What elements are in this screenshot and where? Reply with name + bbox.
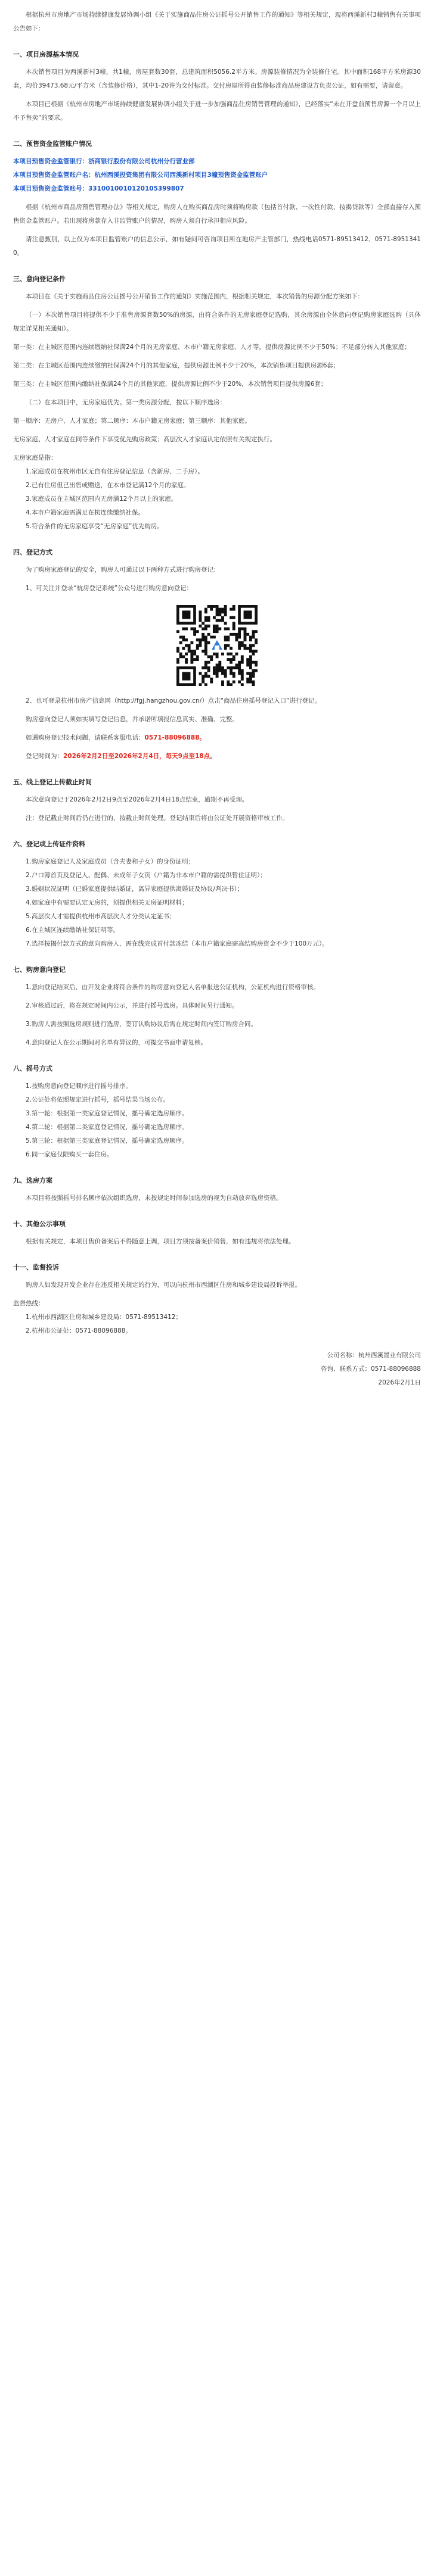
list-item: 2.公证处将依照规定进行摇号，摇号结果当场公布。 [26,1096,170,1103]
list-item: 1.按购房意向登记顺序进行摇号排序。 [26,1083,132,1090]
list-item: 3.婚姻状况证明（已婚家庭提供结婚证，离异家庭提供离婚证及协议/判决书）； [26,885,244,893]
registration-time: 2026年2月2日至2026年2月4日，每天9点至18点。 [63,753,216,760]
section-escrow-account [13,137,421,260]
company-name: 公司名称：杭州西溪置业有限公司 [327,1352,421,1359]
section-title: 四、登记方式 [13,548,52,556]
list-item: 4.如家庭中有需要认定无房的，须提供相关无房证明材料； [26,899,188,906]
list-item: 4.第二轮：根据第二类家庭登记情况，摇号确定选房顺序。 [26,1124,188,1131]
section-registration-method [13,545,421,763]
paragraph: 本次意向登记于2026年2月2日9点至2026年2月4日18点结束，逾期不再受理。 [26,796,249,803]
section-intent-registration [13,963,421,1050]
paragraph: 本项目已根据《杭州市房地产市场持续健康发展协调小组关于进一步加强商品住房销售管理的通知》，已经落实“未在开盘前预售房源一个月以上不予售卖”的要求。 [13,101,421,121]
section-other [13,1217,421,1249]
support-line [13,731,421,745]
section-documents [13,837,421,951]
paragraph: （二）在本项目中，无房家庭优先。第一类房源分配，按以下顺序选房： [26,399,226,406]
paragraph: 本次销售项目为西溪新村3幢，共1幢，房屋套数30套，总建筑面积5056.2平方米。房源装修情况为全装修住宅。其中面积168平方米房源30套，均价39473.68元/平方米（含装修价格），其中1-20许为交付标准。交付房屋所得由装修标准商品房建设方负责公证，如有需要，请留意。 [13,68,421,89]
section-supervision [13,1261,421,1338]
section-selection [13,1174,421,1205]
list-item: 1.家庭成员在杭州市区无自有住房登记信息（含新房、二手房）。 [26,468,204,475]
escrow-bank: 本项目预售资金监管银行：浙商银行股份有限公司杭州分行营业部 [13,158,195,165]
contact-info: 咨询、联系方式：0571-88096888 [321,1365,421,1373]
list-item: 5.高层次人才需提供杭州市高层次人才分类认定证书； [26,913,176,920]
list-item: 6.同一家庭仅限购买一套住房。 [26,1151,113,1158]
qr-code-image[interactable] [176,605,258,686]
section-title: 五、线上登记上传截止时间 [13,778,92,786]
list-item: 5.符合条件的无房家庭享受“无房家庭”优先购房。 [26,523,163,530]
list-item: 4.本市户籍家庭需满足在杭连续缴纳社保。 [26,509,145,516]
support-label: 如遇购房登记技术问题，请联系客服电话： [26,734,145,741]
list-item: 2.户口簿首页及登记人、配偶、未成年子女页（户籍为非本市户籍的需提供暂住证明）； [26,872,266,879]
paragraph: 无房家庭、人才家庭在同等条件下享受优先购房政策；高层次人才家庭认定依照有关规定执行。 [13,436,276,443]
list-item: 1.购房家庭登记人及家庭成员（含夫妻和子女）的身份证明； [26,858,195,865]
list-item: 5.第三轮：根据第三类家庭登记情况，摇号确定选房顺序。 [26,1137,188,1144]
paragraph: 购房意向登记人须如实填写登记信息，并承诺所填报信息真实、准确、完整。 [26,716,238,723]
paragraph: 根据有关规定，本项目售价备案后不得随意上调，项目方须按备案价销售，如有违规将依法处理。 [26,1238,295,1245]
paragraph: 1.意向登记结束后，由开发企业将符合条件的购房意向登记人名单报送公证机构，公证机构进行资格审核。 [26,984,320,991]
paragraph: 4.意向登记人在公示期间对名单有异议的，可提交书面申请复核。 [26,1039,207,1046]
paragraph: 本项目在《关于实施商品住房公证摇号公开销售工作的通知》实施范围内，根据相关规定，本次销售的房源分配方案如下： [26,293,364,300]
paragraph: 第二类：在主城区范围内连续缴纳社保满24个月的其他家庭，提供房源比例不少于20%，本次销售项目提供房源6套； [13,362,340,369]
section-title: 七、购房意向登记 [13,966,66,974]
paragraph: 无房家庭是指： [13,454,57,461]
paragraph: 1、可关注并登录“杭房登记系统”公众号进行购房意向登记： [26,585,193,592]
paragraph: 3.购房人需按照选房规则进行选房，签订认购协议后需在规定时间内签订购房合同。 [26,1021,258,1028]
time-label: 登记时间为： [26,753,63,760]
paragraph: 注：登记截止时间后仍在进行的，按截止时间处理。登记结束后将由公证处开展资格审核工作。 [26,815,289,822]
qr-code-container [13,605,421,686]
section-project-info [13,48,421,125]
paragraph: 第三类：在主城区范围内缴纳社保满24个月的其他家庭，提供房源比例不少于20%，本次销售项目提供房源6套； [13,381,327,388]
list-item: 3.家庭成员在主城区范围内无房满12个月以上的家庭。 [26,495,178,503]
section-title: 一、项目房源基本情况 [13,51,79,58]
paragraph: （一）本次销售项目将提供不少于准售房源套数50%的房源，由符合条件的无房家庭登记选购，其余房源由全体意向登记购房家庭选购（具体规定详见相关通知）。 [13,311,421,332]
section-title: 九、选房方案 [13,1177,52,1184]
issue-date: 2026年2月1日 [378,1379,421,1386]
section-title: 八、摇号方式 [13,1065,52,1072]
escrow-account-name: 本项目预售资金监管账户名：杭州西溪投资集团有限公司西溪新村项目3幢预售资金监管账户 [13,171,268,179]
paragraph: 2、也可登录杭州市房产信息网（http://fgj.hangzhou.gov.cn/）点击“商品住房摇号登记入口”进行登记。 [26,697,321,704]
list-item: 6.在主城区连续缴纳社保证明等。 [26,927,120,934]
support-phone[interactable]: 0571-88096888。 [144,734,206,741]
section-title: 十、其他公示事项 [13,1220,66,1228]
paragraph: 第一顺序：无房户、人才家庭；第二顺序：本市户籍无房家庭；第三顺序：其他家庭。 [13,417,251,425]
paragraph: 为了购房家庭登记的安全，购房人可通过以下两种方式进行购房登记： [26,566,220,573]
list-item: 7.选择按揭付款方式的意向购房人，需在线完成首付款冻结（本市户籍家庭需冻结购房资金不少于100万元）。 [26,940,328,947]
signature-block [13,1349,421,1390]
paragraph: 本项目将按照摇号排名顺序依次组织选房，未按规定时间参加选房的视为自动放弃选房资格。 [26,1195,283,1202]
paragraph: 购房人如发现开发企业存在违反相关规定的行为，可以向杭州市西湖区住房和城乡建设局投诉举报。 [26,1281,301,1289]
section-title: 六、登记或上传证件资料 [13,840,85,848]
section-title: 二、预售资金监管账户情况 [13,140,92,148]
list-item: 3.第一轮：根据第一类家庭登记情况，摇号确定选房顺序。 [26,1110,188,1117]
hotline-label: 监督热线： [13,1300,45,1307]
escrow-account-number: 本项目预售资金监管账号：3310010010120105399807 [13,185,184,192]
section-title: 三、意向登记条件 [13,275,66,283]
section-deadline [13,775,421,825]
list-item: 1.杭州市西湖区住房和城乡建设局：0571-89513412； [26,1314,182,1321]
registration-time-line [13,750,421,763]
intro-paragraph: 根据杭州市房地产市场持续健康发展协调小组《关于实施商品住房公证摇号公开销售工作的通知》等相关规定，现将西溪新村3幢销售有关事项公告如下： [13,11,421,32]
paragraph: 2.审核通过后，将在规定时间内公示，并进行摇号选房。具体时间另行通知。 [26,1002,238,1009]
list-item: 2.已有住房但已出售或赠送，在本市登记满12个月的家庭。 [26,482,190,489]
paragraph: 请注意甄别，以上仅为本项目监管账户的信息公示，如有疑问可咨询项目所在地房产主管部门，热线电话0571-89513412、0571-89513410。 [13,236,421,257]
section-eligibility [13,272,421,534]
qr-code-graphic [176,605,258,686]
paragraph: 第一类：在主城区范围内连续缴纳社保满24个月的无房家庭、本市户籍无房家庭、人才等，提供房源比例不少于50%；不足部分转入其他家庭； [13,344,411,351]
section-lottery [13,1062,421,1162]
paragraph: 根据《杭州市商品房预售管理办法》等相关规定，购房人在购买商品房时须将购房款（包括首付款、一次性付款、按揭贷款等）全部直接存入预售资金监管账户。若出现将房款存入非监管账户的情况，购房人须自行承担相应风险。 [13,204,421,224]
list-item: 2.杭州市公证处：0571-88096888。 [26,1327,132,1334]
section-title: 十一、监督投诉 [13,1264,59,1271]
